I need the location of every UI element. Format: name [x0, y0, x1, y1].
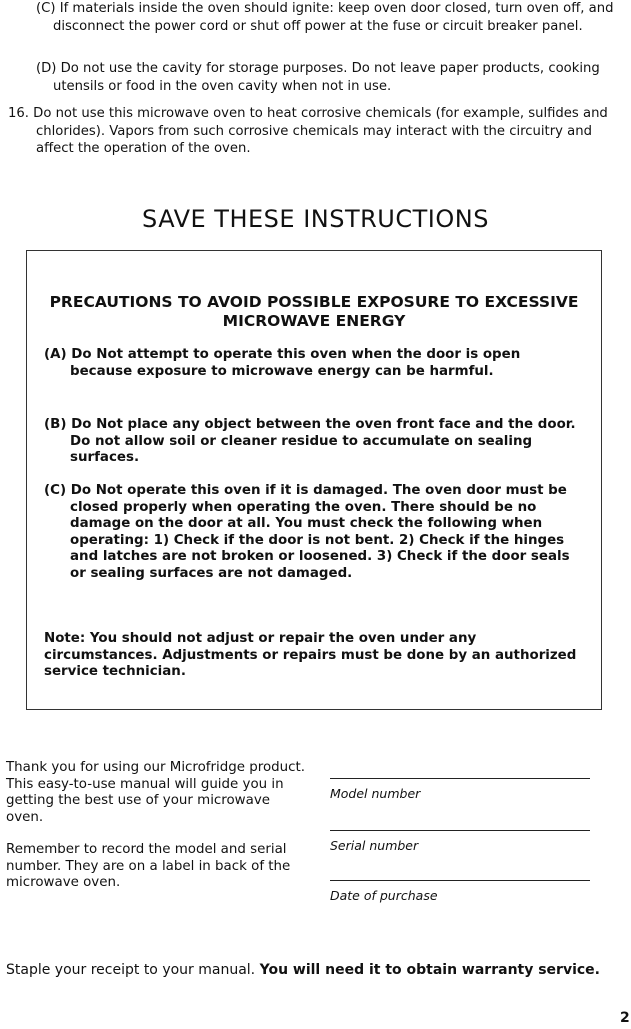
precautions-note: Note: You should not adjust or repair the oven under any circumstances. Adjustments or repairs must be done by an authorized service technician.: [44, 631, 577, 679]
precaution-b: (B) Do Not place any object between the oven front face and the door. Do not allow soil or cleaner residue to accumulate on sealing surfaces.: [44, 417, 576, 465]
precautions-box: [26, 250, 602, 710]
date-of-purchase-line: [330, 880, 590, 881]
model-number-label: Model number: [330, 786, 421, 801]
instruction-d: (D) Do not use the cavity for storage purposes. Do not leave paper products, cooking utensils or food in the oven cavity when not in use.: [36, 61, 600, 94]
precautions-title: PRECAUTIONS TO AVOID POSSIBLE EXPOSURE TO EXCESSIVE MICROWAVE ENERGY: [49, 293, 579, 330]
thank-you-text: Thank you for using our Microfridge product. This easy-to-use manual will guide you in getting the best use of your microwave oven.: [6, 760, 306, 825]
page-number: 2: [620, 1010, 630, 1026]
serial-number-label: Serial number: [330, 838, 419, 853]
precaution-a: (A) Do Not attempt to operate this oven when the door is open because exposure to microwave energy can be harmful.: [44, 347, 521, 379]
staple-normal-text: Staple your receipt to your manual.: [6, 962, 260, 978]
serial-number-line: [330, 830, 590, 831]
instruction-16: 16. Do not use this microwave oven to heat corrosive chemicals (for example, sulfides and chlorides). Vapors from such corrosive chemicals may interact with the circuitry and affect the operation of the oven.: [8, 106, 608, 156]
staple-receipt-text: [6, 961, 606, 980]
instruction-c: (C) If materials inside the oven should ignite: keep oven door closed, turn oven off, and disconnect the power cord or shut off power at the fuse or circuit breaker panel.: [36, 1, 614, 34]
staple-bold-text: You will need it to obtain warranty service.: [259, 962, 600, 978]
record-reminder-text: Remember to record the model and serial number. They are on a label in back of the microwave oven.: [6, 842, 291, 890]
model-number-line: [330, 778, 590, 779]
date-of-purchase-label: Date of purchase: [330, 888, 438, 903]
precaution-c: (C) Do Not operate this oven if it is damaged. The oven door must be closed properly when operating the oven. There should be no damage on the door at all. You must check the following when operating: 1) Check if the door is not bent. 2) Check if the hinges and latches are not broken or loosened. 3) Check if the door seals or sealing surfaces are not damaged.: [44, 483, 570, 581]
save-instructions-heading: SAVE THESE INSTRUCTIONS: [142, 205, 489, 233]
